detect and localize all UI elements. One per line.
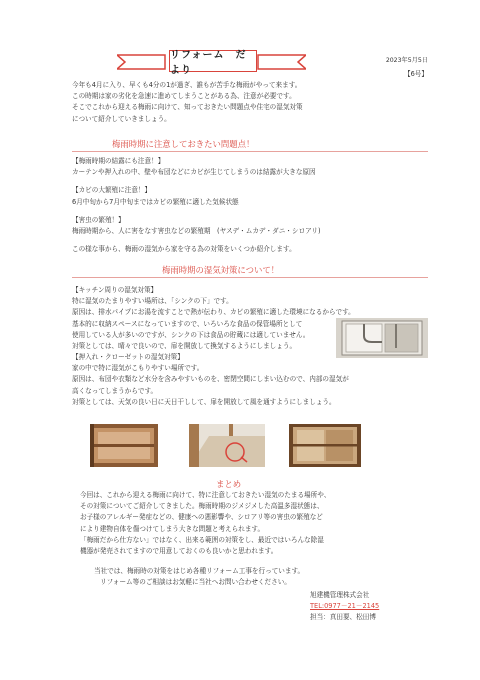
summary-paragraph [80,490,330,557]
title-banner [117,49,306,75]
summary-line: 「梅雨だから仕方ない」ではなく、出来る範囲の対策をし、最近ではいろんな除湿 [80,535,324,544]
kitchen-text: 対策としては、晴々で良いので、扉を開放して換気するようにしましょう。 [72,342,297,351]
summary-line: お子様のアレルギー発症などの、健康への悪影響や、シロアリ等の害虫の繁殖など [80,513,323,522]
summary-heading: まとめ [216,479,242,489]
summary-line: 機器が発売されてますので用意しておくのも良いかと思われます。 [80,547,278,556]
intro-line: この時期は家の劣化を急速に進めてしまうことがある為、注意が必要です。 [72,92,296,101]
kitchen-measures [72,285,355,352]
closet-text: 原因は、布団や衣類など水分を含みやすいものを、密閉空間にしまい込むので、内部の湿気が [72,375,349,384]
section-divider [72,151,428,152]
closet-text: 高くなってしまうからです。 [72,386,158,395]
problem-title: 【梅雨時期の結露にも注意！】 [72,157,165,165]
problem-text: 梅雨時期から、人に害をなす害虫などの繁殖期 (ヤスデ・ムカデ・ダニ・シロアリ) [72,227,321,236]
intro-line: そこでこれから迎える梅雨に向けて、知っておきたい問題点や住宅の湿気対策 [72,103,303,112]
closet-photo-3 [289,424,361,467]
intro-line: 今年も4月に入り、早くも4分の1が過ぎ、誰もが苦手な梅雨がやって来ます。 [72,81,302,89]
company-phone[interactable]: TEL:0977－21－2145 [310,602,380,610]
page-title: リフォーム だより [169,50,257,72]
intro-line: について紹介していきましょう。 [72,114,171,123]
footer-line: リフォーム等のご相談はお気軽に当社へお問い合わせください。 [100,578,291,587]
contact-person: 担当：真田要、松田博 [310,613,376,621]
closet-title: 【押入れ・クローゼットの湿気対策】 [72,353,184,361]
intro-paragraph [72,80,303,125]
footer-message [94,566,304,588]
company-name: 旭建機管理株式会社 [310,591,370,599]
closet-text: 対策としては、天気の良い日に天日干しして、扉を開放して風を通すようにしましょう。 [72,397,336,406]
summary-line: 今回は、これから迎える梅雨に向けて、特に注意しておきたい湿気のたまる場所や、 [80,491,331,499]
under-sink-photo [336,318,428,358]
kitchen-title: 【キッチン周りの湿気対策】 [72,286,158,294]
problem-text: 6月中旬から7月中旬まではカビの繁殖に適した気候状態 [72,197,239,206]
section-heading-problems: 梅雨時期に注意しておきたい問題点！ [112,139,255,149]
footer-line: 当社では、梅雨時の対策をはじめ各種リフォーム工事を行っています。 [94,567,305,575]
closet-photo-2 [189,424,265,467]
section-heading-measures: 梅雨時期の湿気対策について！ [162,265,280,275]
problem-title: 【害虫の繁殖！】 [72,215,125,224]
summary-line: により建物自体を傷つけてしまう大きな問題と考えられます。 [80,524,265,533]
kitchen-text: 特に湿気のたまりやすい場所は、「シンクの下」です。 [72,297,233,306]
closet-photo-1 [90,424,158,467]
issue-date: 2023年5月5日 [385,57,428,64]
summary-line: その対策についてご紹介してきました。梅雨時期のジメジメした高温多湿状態は、 [80,502,324,511]
closet-measures [72,352,349,408]
problem-list [72,156,321,255]
problem-title: 【カビの大繁殖に注意！】 [72,186,152,195]
kitchen-text: 原因は、排水パイプにお湯を流すことで熱が伝わり、カビの繁殖に適した環境になるからです。 [72,308,355,317]
kitchen-text: 基本的に収納スペースになっていますので、いろいろな食品の保管場所として [72,319,303,328]
problem-text: カーテンや押入れの中、壁や布団などにカビが生じてしまうのは結露が大きな原因 [72,168,316,177]
kitchen-text: 使用している人が多いのですが、シンクの下は食品の貯蔵には適していません。 [72,330,310,339]
section1-closing: この様な事から、梅雨の湿気から家を守る為の対策をいくつか紹介します。 [72,245,296,254]
section-divider [72,277,428,278]
issue-number: 【6号】 [404,70,428,78]
closet-text: 家の中で特に湿気がこもりやすい場所です。 [72,364,204,373]
